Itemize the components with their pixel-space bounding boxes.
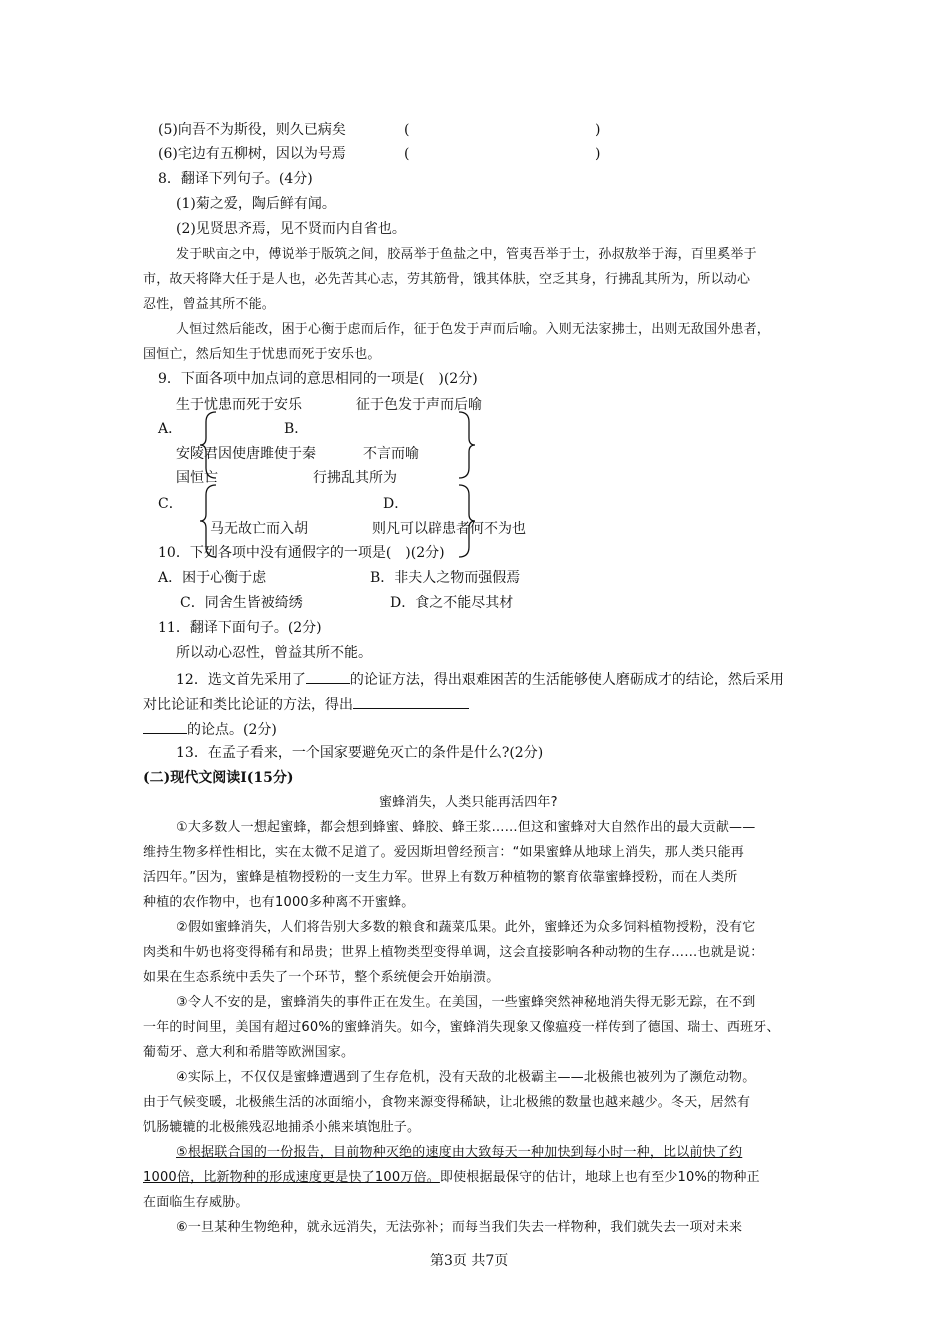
- q12-blank-1[interactable]: [306, 669, 350, 684]
- q9-d-label: D．: [383, 496, 409, 512]
- q7-item-6-paren-open: (: [404, 146, 410, 162]
- q8-sentence-2: (2)见贤思齐焉，见不贤而内自省也。: [176, 221, 406, 237]
- q9-d-top: 行拂乱其所为: [313, 470, 397, 486]
- q10-option-d: D．食之不能尽其材: [390, 595, 514, 611]
- passage-p1-line2: 市，故天将降大任于是人也，必先苦其心志，劳其筋骨，饿其体肤，空乏其身，行拂乱其所为，所以动心: [143, 272, 751, 287]
- q9-a-brace: [198, 410, 220, 480]
- q9-d-brace: [455, 483, 477, 559]
- q12-line-3: 的论点。(2分): [143, 719, 277, 739]
- q7-item-6-paren-close: ): [595, 146, 601, 162]
- article-title: 蜜蜂消失，人类只能再活四年?: [379, 795, 558, 810]
- page-number: 第3页 共7页: [430, 1253, 509, 1269]
- q13-stem: 13．在孟子看来，一个国家要避免灭亡的条件是什么?(2分): [176, 745, 544, 761]
- article-p5-line1: ⑤根据联合国的一份报告，目前物种灭绝的速度由大致每天一种加快到每小时一种，比以前快了约: [176, 1145, 743, 1160]
- article-p1-line2: 维持生物多样性相比，实在太微不足道了。爱因斯坦曾经预言：“如果蜜蜂从地球上消失，那人类只能再: [143, 845, 744, 860]
- article-p2-line1: ②假如蜜蜂消失，人们将告别大多数的粮食和蔬菜瓜果。此外，蜜蜂还为众多饲料植物授粉，没有它: [176, 920, 756, 935]
- article-p4-line2: 由于气候变暖，北极熊生活的冰面缩小，食物来源变得稀缺，让北极熊的数量也越来越少。冬天，居然有: [143, 1095, 751, 1110]
- q9-d-bottom: 则凡可以辟患者何不为也: [372, 521, 526, 537]
- article-p1-line4: 种植的农作物中，也有1000多种离不开蜜蜂。: [143, 895, 415, 910]
- q8-stem: 8．翻译下列句子。(4分): [158, 171, 313, 187]
- passage-p1-line3: 忍性，曾益其所不能。: [143, 297, 276, 312]
- q12-line-2: 对比论证和类比论证的方法，得出: [143, 694, 469, 714]
- q9-b-top: 征于色发于声而后喻: [356, 397, 482, 413]
- article-p1-line1: ①大多数人一想起蜜蜂，都会想到蜂蜜、蜂胶、蜂王浆……但这和蜜蜂对大自然作出的最大贡献——: [176, 820, 756, 835]
- q9-stem: 9．下面各项中加点词的意思相同的一项是( )(2分): [158, 371, 478, 387]
- q9-c-label: C．: [158, 496, 183, 512]
- q10-option-b: B．非夫人之物而强假焉: [370, 570, 521, 586]
- q9-a-label: A．: [158, 421, 183, 437]
- q7-item-5-paren-open: (: [404, 122, 410, 138]
- q11-stem: 11．翻译下面句子。(2分): [158, 620, 322, 636]
- q7-item-6: (6)宅边有五柳树，因以为号焉: [158, 146, 346, 162]
- q9-a-top: 生于忧患而死于安乐: [176, 397, 302, 413]
- article-p4-line1: ④实际上，不仅仅是蜜蜂遭遇到了生存危机，没有天敌的北极霸主——北极熊也被列为了濒危动物。: [176, 1070, 756, 1085]
- q12-blank-2[interactable]: [353, 694, 469, 709]
- passage-p2-line2: 国恒亡，然后知生于忧患而死于安乐也。: [143, 347, 381, 362]
- q9-b-brace: [455, 410, 477, 480]
- article-p3-line1: ③令人不安的是，蜜蜂消失的事件正在发生。在美国，一些蜜蜂突然神秘地消失得无影无踪，在不到: [176, 995, 756, 1010]
- q11-sentence: 所以动心忍性，曾益其所不能。: [176, 645, 372, 661]
- q10-option-a: A．困于心衡于虑: [158, 570, 267, 586]
- q9-c-top: 国恒亡: [176, 470, 218, 486]
- article-p2-line3: 如果在生态系统中丢失了一个环节，整个系统便会开始崩溃。: [143, 970, 500, 985]
- q12-line-1: 12．选文首先采用了 的论证方法，得出艰难困苦的生活能够使人磨砺成才的结论，然后采用: [176, 669, 784, 689]
- q8-sentence-1: (1)菊之爱，陶后鲜有闻。: [176, 196, 336, 212]
- article-p3-line2: 一年的时间里，美国有超过60%的蜜蜂消失。如今，蜜蜂消失现象又像瘟疫一样传到了德国、瑞士、西班牙、: [143, 1020, 780, 1035]
- article-p3-line3: 葡萄牙、意大利和希腊等欧洲国家。: [143, 1045, 355, 1060]
- q9-c-bottom: 马无故亡而入胡: [210, 521, 308, 537]
- q7-item-5: (5)向吾不为斯役，则久已病矣: [158, 122, 346, 138]
- article-p5-line2: 1000倍，比新物种的形成速度更是快了100万倍。即使根据最保守的估计，地球上也有至少10%的物种正: [143, 1170, 760, 1185]
- passage-p1-line1: 发于畎亩之中，傅说举于版筑之间，胶鬲举于鱼盐之中，管夷吾举于士，孙叔敖举于海，百里奚举于: [176, 247, 757, 262]
- section-heading: (二)现代文阅读Ⅰ(15分): [143, 770, 294, 786]
- article-p4-line3: 饥肠辘辘的北极熊残忍地捕杀小熊来填饱肚子。: [143, 1120, 421, 1135]
- q10-stem: 10．下列各项中没有通假字的一项是( )(2分): [158, 545, 445, 561]
- article-p2-line2: 肉类和牛奶也将变得稀有和昂贵；世界上植物类型变得单调，这会直接影响各种动物的生存……也就是说：: [143, 945, 764, 960]
- q9-b-bottom: 不言而喻: [363, 446, 419, 462]
- article-p6-line1: ⑥一旦某种生物绝种，就永远消失，无法弥补；而每当我们失去一样物种，我们就失去一项对未来: [176, 1220, 743, 1235]
- q7-item-5-paren-close: ): [595, 122, 601, 138]
- article-p5-line3: 在面临生存威胁。: [143, 1195, 249, 1210]
- article-p1-line3: 活四年。”因为，蜜蜂是植物授粉的一支生力军。世界上有数万种植物的繁育依靠蜜蜂授粉，而在人类所: [143, 870, 738, 885]
- passage-p2-line1: 人恒过然后能改，困于心衡于虑而后作，征于色发于声而后喻。入则无法家拂士，出则无敌国外患者，: [176, 322, 771, 337]
- q9-a-bottom: 安陵君因使唐雎使于秦: [176, 446, 316, 462]
- q10-option-c: C．同舍生皆被绮绣: [180, 595, 303, 611]
- q12-blank-3[interactable]: [143, 719, 187, 734]
- q9-b-label: B．: [284, 421, 309, 437]
